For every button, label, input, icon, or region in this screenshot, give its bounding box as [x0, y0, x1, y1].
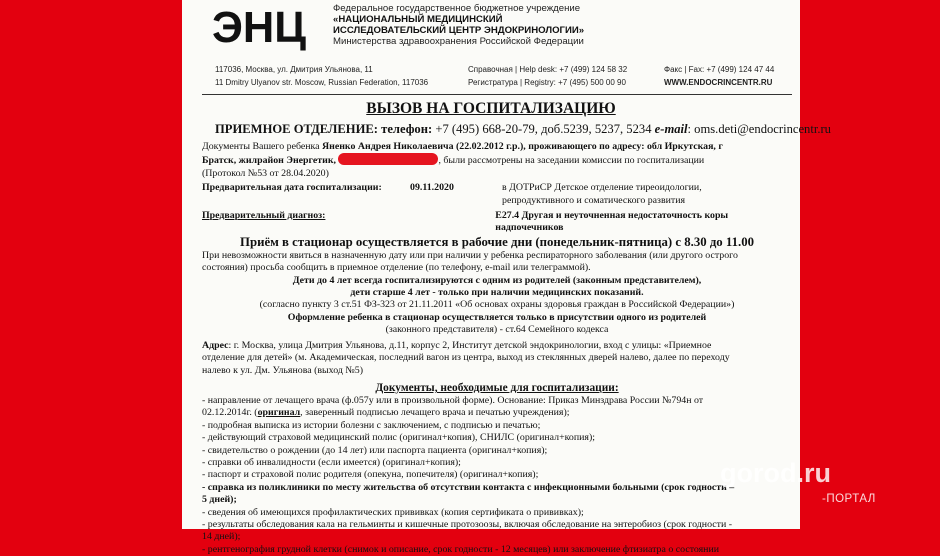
prelim-date-label: Предварительная дата госпитализации:	[202, 182, 382, 194]
registry-phone: +7 (495) 500 00 90	[558, 77, 626, 87]
document-body: Документы Вашего ребенка Яненко Андрея Николаевича (22.02.2012 г.р.), проживающего по адресу: обл Иркутская, г Братск, жилрайон Энергетик, , были рассмотрены на заседании комиссии по госпитализации (Протокол №53 от 28.04.2020) Предварительная дата госпитализации: 09.11.2020 в ДОТРиСР Детское отделение тиреоидологии, репродуктивного и соматического развития Предварительный диагноз: E27.4 Другая и неуточненная недостаточность коры надпочечников Приём в стационар осуществляется в рабочие дни (понедельник-пятница) с 8.30 до 11.00 При невозможности явиться в назначенную дату или при наличии у ребенка респираторного заболевания (или другого острого состояния) просьба сообщить в приемное отделение (по телефону, e-mail или телеграммой). Дети до 4 лет всегда госпитализируются с одним из родителей (законным представителем), дети старше 4 лет - только при наличии медицинских показаний. (согласно пункту 3 ст.51 ФЗ-323 от 21.11.2011 «Об основах охраны здоровья граждан в Российской Федерации») Оформление ребенка в стационар осуществляется только в присутствии одного из родителей (законного представителя) - ст.64 Семейного кодекса Адрес: г. Москва, улица Дмитрия Ульянова, д.11, корпус 2, Институт детской эндокринологии, вход с улицы: «Приемное отделение для детей» (м. Академическая, последний вагон из центра, выход из стеклянных дверей налево, далее по переходу налево к ул. Дм. Ульянова (выход №5) Документы, необходимые для госпитализации: - направление от лечащего врача (ф.057у или в произвольной форме). Основание: Приказ Минздрава России №794н от 02.12.2014г. (оригинал, заверенный подписью лечащего врача и печатью учреждения); - подробная выписка из истории болезни с заключением, с подписью и печатью; - действующий страховой медицинский полис (оригинал+копия), СНИЛС (оригинал+копия); - свидетельство о рождении (до 14 лет) или паспорта пациента (оригинал+копия); - справки об инвалидности (если имеется) (оригинал+копия); - паспорт и страховой полис родителя (опекуна, попечителя) (оригинал+копия); - справка из поликлиники по месту жительства об отсутствии контакта с инфекционными больными (срок годности – 5 дней); - сведения об имеющихся профилактических прививках (копия сертификата о прививках); - результаты обследования кала на гельминты и кишечные протозоозы, включая обследование на энтеробиоз (срок годности - 14 дней); - рентгенография грудной клетки (снимок и описание, срок годности - 12 месяцев) или заключение фтизиатра о состоянии	[202, 141, 792, 556]
address-ru: 117036, Москва, ул. Дмитрия Ульянова, 11	[215, 65, 373, 74]
reception-line	[215, 122, 831, 137]
notice-line-2: состояния) просьба сообщить в приемное отделение (по телефону, e-mail или телеграммой).	[202, 262, 591, 274]
department-line-2: репродуктивного и соматического развития	[502, 194, 686, 206]
header-divider	[202, 94, 792, 95]
helpdesk-phone: +7 (499) 124 58 32	[559, 65, 628, 74]
doc-item-referral: - направление от лечащего врача (ф.057у или в произвольной форме). Основание: Приказ Минздрава России №794н от	[202, 394, 704, 406]
address-line-3: налево к ул. Дм. Ульянова (выход №5)	[202, 364, 364, 376]
right-red-frame	[800, 0, 940, 529]
doc-item-contact-cert: - справка из поликлиники по месту жительства об отсутствии контакта с инфекционными больными (срок годности –	[202, 481, 735, 493]
org-line-3: ИССЛЕДОВАТЕЛЬСКИЙ ЦЕНТР ЭНДОКРИНОЛОГИИ»	[333, 25, 585, 36]
prelim-date-value: 09.11.2020	[410, 182, 454, 194]
doc-item-stool-test-cont: 14 дней);	[202, 531, 241, 543]
reception-label: ПРИЕМНОЕ ОТДЕЛЕНИЕ: телефон:	[215, 122, 433, 136]
website-link: WWW.ENDOCRINCENTR.RU	[664, 77, 773, 87]
document-title: ВЫЗОВ НА ГОСПИТАЛИЗАЦИЮ	[366, 100, 616, 117]
phones-block	[468, 64, 627, 89]
documents-section-title: Документы, необходимые для госпитализации:	[375, 381, 619, 394]
org-block	[333, 3, 584, 47]
notice-line-1: При невозможности явиться в назначенную дату или при наличии у ребенка респираторного заболевания (или другого острого	[202, 249, 738, 261]
watermark-caption: -ПОРТАЛ	[822, 493, 876, 505]
address-line-2: отделение для детей» (м. Академическая, последний вагон из центра, выход из стеклянных дверей налево, далее по переходу	[202, 352, 730, 364]
doc-item-vaccinations: - сведения об имеющихся профилактических прививках (копия сертификата о прививках);	[202, 506, 584, 518]
org-line-1: Федеральное государственное бюджетное учреждение	[333, 3, 581, 14]
kids-line-3: (согласно пункту 3 ст.51 ФЗ-323 от 21.11.2011 «Об основах охраны здоровья граждан в Российской Федерации»)	[259, 299, 735, 311]
kids-line-4: Оформление ребенка в стационар осуществляется только в присутствии одного из родителей	[287, 311, 707, 323]
diagnosis-label: Предварительный диагноз:	[202, 210, 326, 222]
diagnosis-value: E27.4 Другая и неуточненная недостаточность коры надпочечников	[495, 210, 729, 234]
department-block	[502, 182, 702, 207]
email-address: : oms.deti@endocrincentr.ru	[687, 122, 831, 136]
logo-text: ЭНЦ	[212, 3, 306, 52]
doc-item-stool-test: - результаты обследования кала на гельминты и кишечные протозоозы, включая обследование на энтеробиоз (срок годности -	[202, 518, 733, 530]
kids-line-5: (законного представителя) - ст.64 Семейного кодекса	[385, 324, 609, 336]
doc-item-extract: - подробная выписка из истории болезни с заключением, с подписью и печатью;	[202, 419, 541, 431]
address-line-1: Адрес: г. Москва, улица Дмитрия Ульянова, д.11, корпус 2, Институт детской эндокринологии, вход с улицы: «Приемное	[202, 339, 712, 351]
kids-line-2: дети старше 4 лет - только при наличии медицинских показаний.	[350, 287, 644, 299]
org-line-4: Министерства здравоохранения Российской Федерации	[333, 36, 584, 47]
doc-item-birth-cert: - свидетельство о рождении (до 14 лет) или паспорта пациента (оригинал+копия);	[202, 444, 548, 456]
document-page	[182, 0, 831, 555]
email-label: e-mail	[654, 122, 688, 136]
admission-hours: Приём в стационар осуществляется в рабочие дни (понедельник-пятница) с 8.30 до 11.00	[240, 234, 754, 249]
reception-phones: +7 (495) 668-20-79, доб.5239, 5237, 5234	[435, 122, 652, 136]
fax-label: Факс | Fax:	[664, 65, 705, 74]
doc-item-parent-passport: - паспорт и страховой полис родителя (опекуна, попечителя) (оригинал+копия);	[202, 469, 539, 481]
doc-item-xray: - рентгенография грудной клетки (снимок и описание, срок годности - 12 месяцев) или заключение фтизиатра о состоянии	[202, 543, 720, 555]
doc-item-disability: - справки об инвалидности (если имеется) (оригинал+копия);	[202, 456, 461, 468]
address-en: 11 Dmitry Ulyanov str. Moscow, Russian Federation, 117036	[215, 77, 429, 87]
prelim-date-row	[202, 182, 792, 207]
doc-item-referral-cont: 02.12.2014г. (оригинал, заверенный подписью лечащего врача и печатью учреждения);	[202, 407, 570, 419]
diagnosis-row	[202, 210, 792, 235]
department-line-1: в ДОТРиСР Детское отделение тиреоидологии,	[502, 182, 702, 194]
redaction-mark	[338, 153, 438, 165]
fax-block	[664, 64, 774, 89]
protocol-line: (Протокол №53 от 28.04.2020)	[202, 167, 329, 179]
patient-paragraph: Документы Вашего ребенка Яненко Андрея Николаевича (22.02.2012 г.р.), проживающего по адресу: обл Иркутская, г	[202, 141, 723, 152]
address-block	[215, 64, 428, 89]
doc-item-contact-cert-cont: 5 дней);	[202, 494, 237, 506]
kids-line-1: Дети до 4 лет всегда госпитализируются с одним из родителей (законным представителем),	[292, 274, 702, 286]
left-red-frame	[0, 0, 182, 529]
registry-label: Регистратура | Registry:	[468, 77, 556, 87]
fax-phone: +7 (499) 124 47 44	[706, 65, 775, 74]
org-line-2: «НАЦИОНАЛЬНЫЙ МЕДИЦИНСКИЙ	[333, 14, 503, 25]
watermark-site: gorod.ru	[720, 458, 831, 488]
enc-logo	[212, 2, 306, 52]
helpdesk-label: Справочная | Help desk:	[468, 65, 558, 74]
doc-item-insurance: - действующий страховой медицинский полис (оригинал+копия), СНИЛС (оригинал+копия);	[202, 432, 596, 444]
